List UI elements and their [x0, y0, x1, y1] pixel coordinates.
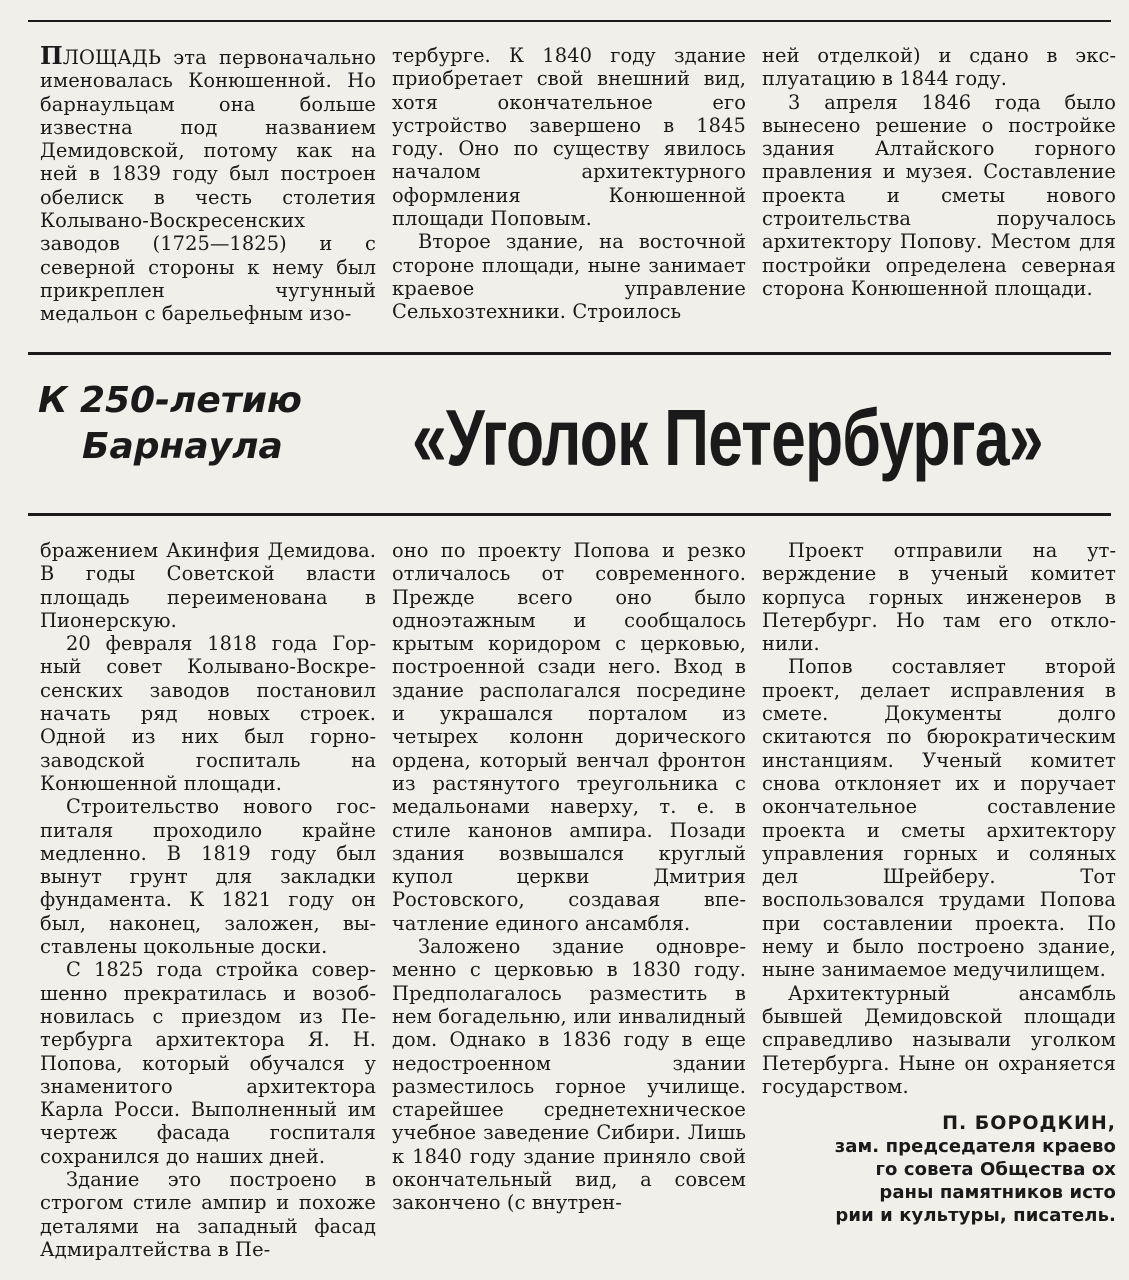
article-bottom-column-2: [392, 539, 746, 1215]
paragraph-text: ЛОЩАДЬ эта первоначально именовалась Конюшенной. Но барнаульцам она больше известна под названием Демидовской, потому как на ней в 1839 году был построен обелиск в честь столетия Колывано-Воскресенских заводов (1725—1825) и с северной стороны к нему был прикреплен чугунный медальон с барельефным изо-: [40, 46, 376, 326]
author-title-line: зам. председателя краево: [834, 1136, 1116, 1158]
article-title: «Уголок Петербурга»: [412, 393, 1043, 482]
paragraph: ней отделкой) и сдано в эксплуатацию в 1844 году.: [762, 44, 1116, 91]
paragraph: бражением Акинфия Демидова. В годы Советской власти площадь переименована в Пионерскую.: [40, 539, 376, 632]
author-signature: [762, 1112, 1116, 1227]
rubric-line-1: К 250-летию: [38, 380, 302, 421]
paragraph: Здание это построено в строгом стиле ампир и похоже деталями на западный фасад Адмиралтейства в Пе-: [40, 1168, 376, 1261]
author-title-line: раны памятников исто: [879, 1182, 1116, 1204]
drop-cap: П: [40, 41, 63, 70]
rubric-heading: [38, 378, 302, 470]
paragraph: Проект отправили на утверждение в ученый комитет корпуса горных инженеров в Петербург. Но там его отклонили.: [762, 539, 1116, 656]
article-bottom-column-3: [762, 539, 1116, 1227]
article-top-column-1: [40, 41, 376, 326]
paragraph: С 1825 года стройка совершенно прекратилась и возобновилась с приездом из Петербурга архитектора Я. Н. Попова, который обучался у знаменитого архитектора Карла Росси. Выполненный им чертеж фасада госпиталя сохранился до наших дней.: [40, 958, 376, 1168]
author-title-line: го совета Общества ох: [875, 1159, 1116, 1181]
rubric-line-2: Барнаула: [82, 426, 283, 467]
article-top-column-3: [762, 44, 1116, 300]
paragraph: оно по проекту Попова и резко отличалось от современного. Прежде всего оно было одноэтажным и сообщалось крытым коридором с церковью, построенной сзади него. Вход в здание располагался посредине и украшался порталом из четырех колонн дорического ордена, который венчал фронтон из растянутого треугольника с медальонами наверху, т. е. в стиле канонов ампира. Позади здания возвышался круглый купол церкви Дмитрия Ростовского, создавая впечатление единого ансамбля.: [392, 539, 746, 935]
paragraph: [40, 41, 376, 326]
heading-top-rule: [28, 352, 1111, 355]
paragraph: Строительство нового госпиталя проходило крайне медленно. В 1819 году был вынут грунт для закладки фундамента. К 1821 году он был, наконец, заложен, выставлены цокольные доски.: [40, 795, 376, 959]
heading-bottom-rule: [28, 513, 1111, 516]
paragraph: Архитектурный ансамбль бывшей Демидовской площади справедливо называли уголком Петербурга. Ныне он охраняется государством.: [762, 981, 1116, 1098]
article-top-column-2: [392, 44, 746, 324]
paragraph: 3 апреля 1846 года было вынесено решение о постройке здания Алтайского горного правления и музея. Составление проекта и сметы нового строительства поручалось архитектору Попову. Местом для постройки определена северная сторона Конюшенной площади.: [762, 90, 1116, 300]
paragraph: Заложено здание одновременно с церковью в 1830 году. Предполагалось разместить в нем богадельню, или инвалидный дом. Однако в 1836 году в еще недостроенном здании разместилось горное училище. старейшее среднетехническое учебное заведение Сибири. Лишь к 1840 году здание приняло свой окончательный вид, а совсем закончено (с внутрен-: [392, 935, 746, 1215]
top-rule: [28, 20, 1111, 22]
author-name: П. БОРОДКИН,: [942, 1112, 1116, 1135]
paragraph: тербурге. К 1840 году здание приобретает свой внешний вид, хотя окончательное его устройство завершено в 1845 году. Оно по существу явилось началом архитектурного оформления Конюшенной площади Поповым.: [392, 44, 746, 231]
paragraph: 20 февраля 1818 года Горный совет Колывано-Воскресенских заводов постановил начать ряд новых строек. Одной из них был горнозаводской госпиталь на Конюшенной площади.: [40, 632, 376, 795]
author-title-line: рии и культуры, писатель.: [835, 1205, 1116, 1227]
paragraph: Второе здание, на восточной стороне площади, ныне занимает краевое управление Сельхозтехники. Строилось: [392, 230, 746, 324]
paragraph: Попов составляет второй проект, делает исправления в смете. Документы долго скитаются по бюрократическим инстанциям. Ученый комитет снова отклоняет их и поручает окончательное составление проекта и сметы архитектору управления горных и соляных дел Шрейберу. Тот воспользовался трудами Попова при составлении проекта. По нему и было построено здание, ныне занимаемое медучилищем.: [762, 655, 1116, 982]
article-bottom-column-1: [40, 539, 376, 1261]
